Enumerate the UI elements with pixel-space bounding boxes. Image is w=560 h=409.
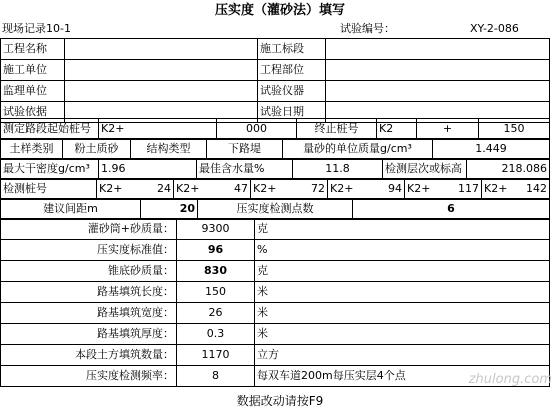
test-number-value: XY-2-086 xyxy=(470,22,519,35)
test-number-label: 试验编号： xyxy=(340,22,395,35)
spacing-row-table xyxy=(0,198,550,220)
test-instrument-cell[interactable] xyxy=(326,81,550,102)
supervision-unit-cell[interactable] xyxy=(65,81,258,102)
optimum-moisture-label: 最佳含水量% xyxy=(197,159,293,180)
test-point-prefix: K2+ xyxy=(99,182,123,195)
param-row xyxy=(1,345,550,366)
soil-type-value[interactable]: 粉土质砂 xyxy=(63,139,131,160)
param-row xyxy=(1,219,550,240)
start-station-label: 测定路段起始桩号 xyxy=(1,119,99,140)
param-value[interactable]: 0.3 xyxy=(177,324,255,345)
sand-density-value[interactable]: 1.449 xyxy=(433,139,550,160)
param-row xyxy=(1,366,550,387)
structure-type-value[interactable]: 下路堤 xyxy=(207,139,283,160)
param-label: 路基填筑厚度： xyxy=(1,324,177,345)
construction-unit-cell[interactable] xyxy=(65,60,258,81)
param-unit: 米 xyxy=(255,282,550,303)
param-unit: 立方 xyxy=(255,345,550,366)
test-points-label: 检测桩号 xyxy=(1,179,97,200)
param-label: 本段土方填筑数量： xyxy=(1,345,177,366)
info-table xyxy=(0,38,550,123)
test-instrument-label: 试验仪器 xyxy=(258,81,326,102)
end-station-value[interactable]: 150 xyxy=(479,119,550,140)
test-point-value: 117 xyxy=(458,182,479,195)
param-value[interactable]: 830 xyxy=(177,261,255,282)
points-row-table xyxy=(0,178,550,200)
param-label: 路基填筑长度： xyxy=(1,282,177,303)
end-station-prefix[interactable]: K2 xyxy=(377,119,417,140)
construction-unit-label: 施工单位 xyxy=(1,60,65,81)
test-point-value: 24 xyxy=(157,182,171,195)
optimum-moisture-value[interactable]: 11.8 xyxy=(293,159,383,180)
param-row xyxy=(1,324,550,345)
station-row-table xyxy=(0,118,550,140)
sand-density-label: 量砂的单位质量g/cm³ xyxy=(283,139,433,160)
test-point-prefix: K2+ xyxy=(330,182,354,195)
params-table xyxy=(0,218,550,387)
test-point-prefix: K2+ xyxy=(484,182,508,195)
project-part-cell[interactable] xyxy=(326,60,550,81)
page-title: 压实度（灌砂法）填写 xyxy=(214,3,345,18)
param-row xyxy=(1,282,550,303)
param-unit: 每双车道200m每压实层4个点 xyxy=(255,366,550,387)
test-point-cell[interactable] xyxy=(174,179,251,200)
param-unit: % xyxy=(255,240,550,261)
param-value[interactable]: 9300 xyxy=(177,219,255,240)
param-unit: 米 xyxy=(255,303,550,324)
param-label: 锥底砂质量： xyxy=(1,261,177,282)
param-row xyxy=(1,303,550,324)
spacing-label: 建议间距m xyxy=(1,199,141,220)
start-station-prefix[interactable]: K2+ xyxy=(99,119,217,140)
soil-row-table xyxy=(0,138,550,160)
project-part-label: 工程部位 xyxy=(258,60,326,81)
end-station-plus: + xyxy=(417,119,479,140)
param-value[interactable]: 150 xyxy=(177,282,255,303)
spacing-value[interactable]: 20 xyxy=(141,199,198,220)
param-value[interactable]: 96 xyxy=(177,240,255,261)
test-point-cell[interactable] xyxy=(251,179,328,200)
test-point-cell[interactable] xyxy=(405,179,482,200)
test-point-prefix: K2+ xyxy=(407,182,431,195)
construction-section-label: 施工标段 xyxy=(258,39,326,60)
test-date-label: 试验日期 xyxy=(258,102,326,123)
test-basis-label: 试验依据 xyxy=(1,102,65,123)
record-number: 现场记录10-1 xyxy=(2,22,71,35)
param-value[interactable]: 8 xyxy=(177,366,255,387)
supervision-unit-label: 监理单位 xyxy=(1,81,65,102)
param-value[interactable]: 1170 xyxy=(177,345,255,366)
structure-type-label: 结构类型 xyxy=(131,139,207,160)
param-unit: 克 xyxy=(255,219,550,240)
project-name-label: 工程名称 xyxy=(1,39,65,60)
param-label: 路基填筑宽度： xyxy=(1,303,177,324)
construction-section-cell[interactable] xyxy=(326,39,550,60)
project-name-cell[interactable] xyxy=(65,39,258,60)
density-row-table xyxy=(0,158,550,180)
test-point-value: 47 xyxy=(234,182,248,195)
test-point-prefix: K2+ xyxy=(253,182,277,195)
test-point-cell[interactable] xyxy=(482,179,550,200)
param-unit: 克 xyxy=(255,261,550,282)
footer-hint: 数据改动请按F9 xyxy=(236,394,324,408)
test-point-value: 142 xyxy=(526,182,547,195)
test-point-prefix: K2+ xyxy=(176,182,200,195)
param-unit: 米 xyxy=(255,324,550,345)
start-station-value[interactable]: 000 xyxy=(217,119,297,140)
watermark: zhulong.com xyxy=(468,372,552,387)
max-dry-density-value[interactable]: 1.96 xyxy=(99,159,197,180)
param-label: 压实度检测频率： xyxy=(1,366,177,387)
test-point-value: 72 xyxy=(311,182,325,195)
test-point-cell[interactable] xyxy=(328,179,405,200)
point-count-value[interactable]: 6 xyxy=(353,199,550,220)
param-label: 灌砂筒+砂质量： xyxy=(1,219,177,240)
layer-value[interactable]: 218.086 xyxy=(467,159,550,180)
param-label: 压实度标准值： xyxy=(1,240,177,261)
param-row xyxy=(1,261,550,282)
param-value[interactable]: 26 xyxy=(177,303,255,324)
test-point-value: 94 xyxy=(388,182,402,195)
test-point-cell[interactable] xyxy=(97,179,174,200)
param-row xyxy=(1,240,550,261)
layer-label: 检测层次或标高 xyxy=(383,159,467,180)
soil-type-label: 土样类别 xyxy=(1,139,63,160)
max-dry-density-label: 最大干密度g/cm³ xyxy=(1,159,99,180)
end-station-label: 终止桩号 xyxy=(297,119,377,140)
point-count-label: 压实度检测点数 xyxy=(198,199,353,220)
